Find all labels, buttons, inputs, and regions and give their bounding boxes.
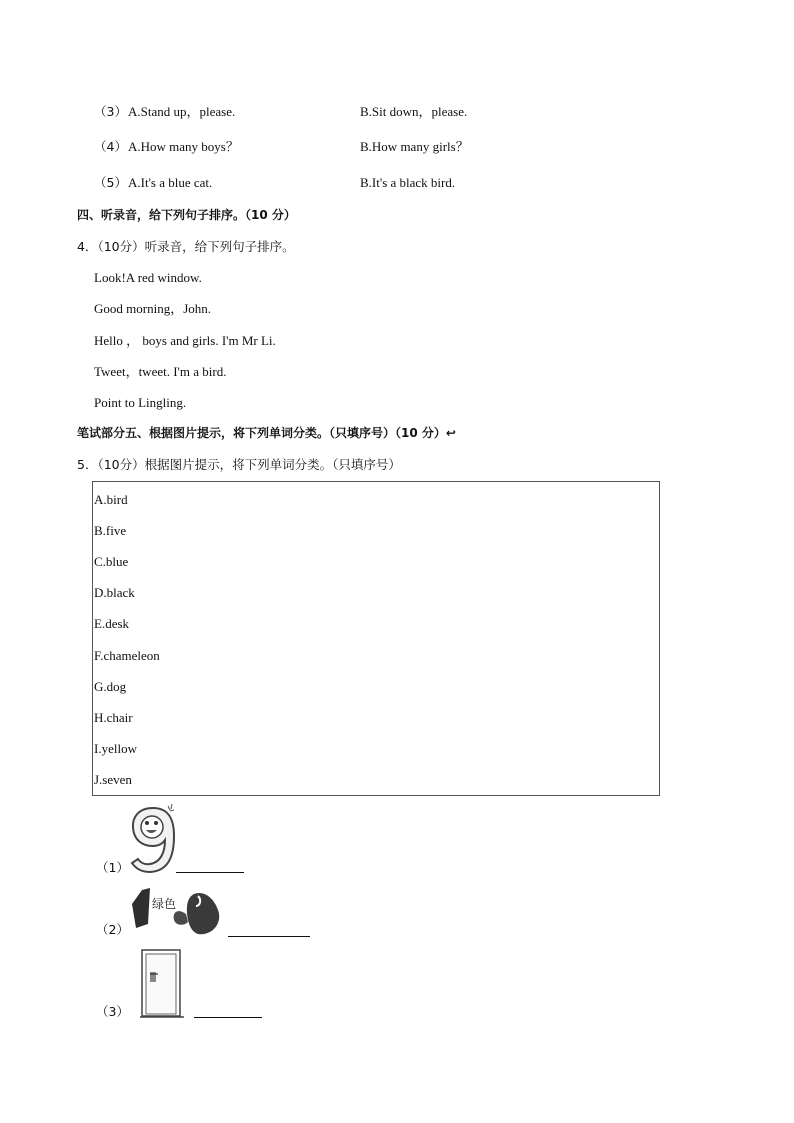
item-label: （2） [96,922,129,937]
word-item: B.five [94,523,127,538]
answer-blank[interactable] [194,1017,262,1018]
option-a: A.Stand up，please. [128,104,236,119]
answer-blank[interactable] [228,936,310,937]
word-item: E.desk [94,616,130,631]
list-item: Good morning，John. [94,301,212,316]
option-b: B.Sit down，please. [360,104,468,119]
list-item: Tweet，tweet. I'm a bird. [94,364,227,379]
section5-heading: 笔试部分五、根据图片提示，将下列单词分类。（只填序号）（10 分）↩ [77,426,456,440]
answer-blank[interactable] [176,872,244,873]
word-item: J.seven [94,772,132,787]
row-number: （3） [94,104,127,119]
item-label: （3） [96,1004,129,1019]
green-splash-icon [128,884,226,938]
list-item: Look!A red window. [94,270,202,285]
section4-heading: 四、听录音，给下列句子排序。（10 分） [77,208,296,222]
list-item: Point to Lingling. [94,395,187,410]
question-4: 4．（10分）听录音，给下列句子排序。 [77,239,295,254]
word-item: C.blue [94,554,129,569]
word-bank-box [92,481,660,796]
word-item: F.chameleon [94,648,160,663]
word-item: I.yellow [94,741,137,756]
word-item: A.bird [94,492,128,507]
list-item: Hello ， boys and girls. I'm Mr Li. [94,333,276,348]
door-icon [140,948,186,1020]
row-number: （4） [94,139,127,154]
number-nine-icon [128,802,180,874]
row-number: （5） [94,175,127,190]
word-item: H.chair [94,710,133,725]
word-item: D.black [94,585,135,600]
word-item: G.dog [94,679,127,694]
option-a: A.It's a blue cat. [128,175,213,190]
option-b: B.How many girls？ [360,139,469,154]
option-b: B.It's a black bird. [360,175,456,190]
picture-caption: 绿色 [152,897,177,911]
question-5: 5．（10分）根据图片提示，将下列单词分类。（只填序号） [77,457,401,472]
option-a: A.How many boys？ [128,139,239,154]
item-label: （1） [96,860,129,875]
